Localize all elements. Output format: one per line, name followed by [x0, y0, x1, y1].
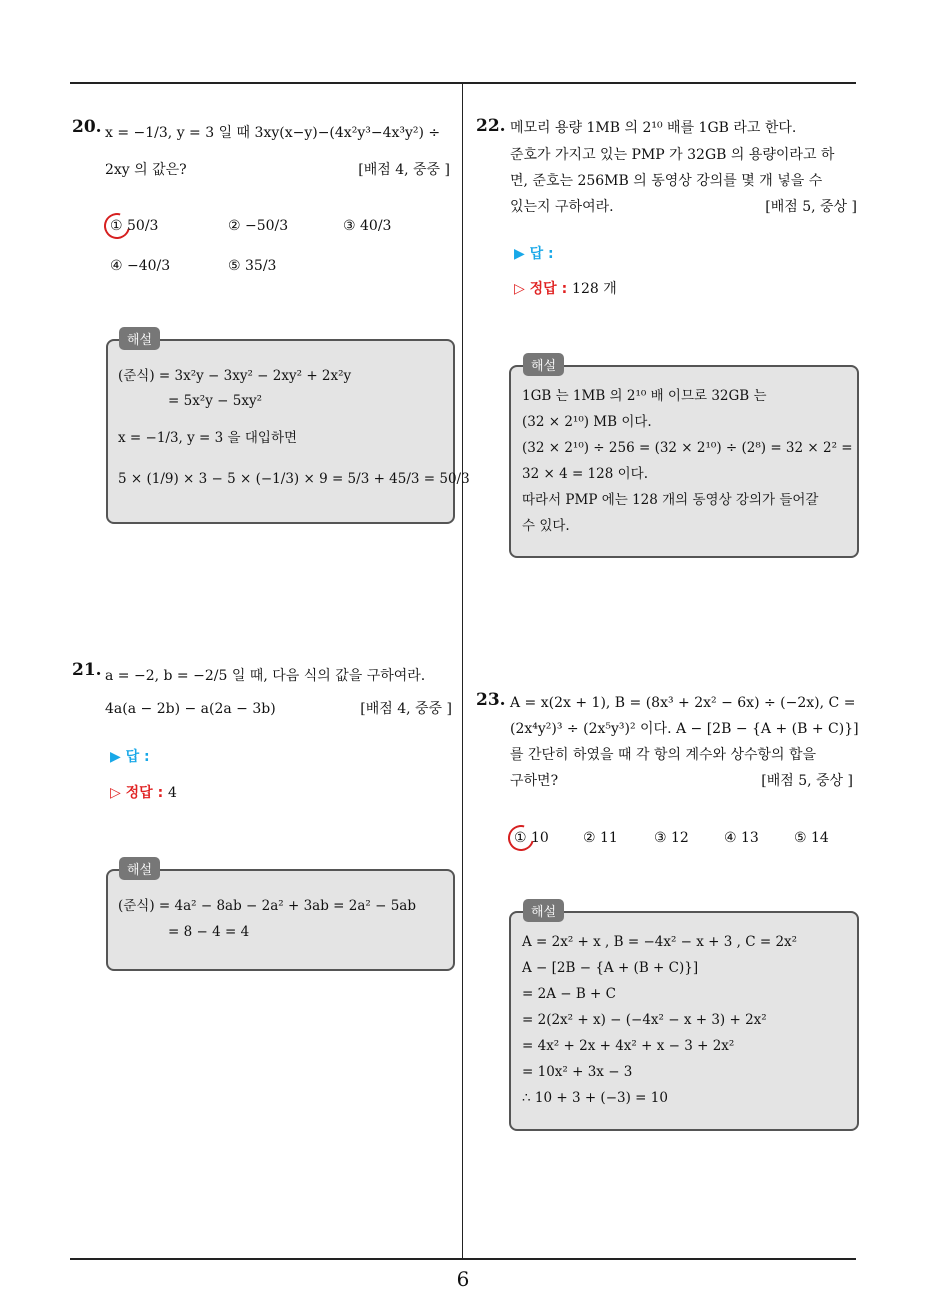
- q22-expl-line: 1GB 는 1MB 의 2¹⁰ 배 이므로 32GB 는: [522, 388, 767, 404]
- q23-expl-line: ∴ 10 + 3 + (−3) = 10: [522, 1090, 668, 1106]
- q20-expl-line: 5 × (1/9) × 3 − 5 × (−1/3) × 9 = 5/3 + 45/3 = 50/3: [118, 471, 470, 487]
- page-number: 6: [456, 1267, 470, 1291]
- q23-choice-2[interactable]: ② 11: [583, 830, 618, 846]
- q23-choice-4[interactable]: ④ 13: [724, 830, 759, 846]
- q22-expl-line: 따라서 PMP 에는 128 개의 동영상 강의가 들어갈: [522, 492, 819, 508]
- q23-choice-1[interactable]: ① 10: [514, 830, 549, 846]
- correct-label: ▷ 정답 :: [110, 785, 164, 801]
- q23-expl-line: A − [2B − {A + (B + C)}]: [522, 960, 699, 976]
- question-number-20: 20.: [72, 117, 102, 137]
- q21-answer-label: ▶ 답 :: [110, 749, 150, 765]
- q22-expl-line: (32 × 2¹⁰) ÷ 256 = (32 × 2¹⁰) ÷ (2⁸) = 32 × 2² =: [522, 440, 853, 456]
- q22-correct-answer: [514, 278, 617, 298]
- q21-line2: 4a(a − 2b) − a(2a − 3b): [105, 701, 276, 717]
- q20-explanation-tag: 해설: [119, 327, 160, 350]
- q23-choice-5[interactable]: ⑤ 14: [794, 830, 829, 846]
- q21-explanation-box: [106, 869, 455, 971]
- q23-line: 를 간단히 하였을 때 각 항의 계수와 상수항의 합을: [510, 747, 817, 763]
- q20-choice-1[interactable]: ① 50/3: [110, 218, 159, 234]
- q22-expl-line: 수 있다.: [522, 518, 570, 534]
- q20-line1: x = −1/3, y = 3 일 때 3xy(x−y)−(4x²y³−4x³y²) ÷: [105, 125, 441, 141]
- correct-label: ▷ 정답 :: [514, 281, 568, 297]
- q22-expl-line: (32 × 2¹⁰) MB 이다.: [522, 414, 652, 430]
- question-number-21: 21.: [72, 660, 102, 680]
- q23-choice-3[interactable]: ③ 12: [654, 830, 689, 846]
- q22-line: 준호가 가지고 있는 PMP 가 32GB 의 용량이라고 하: [510, 147, 835, 163]
- q20-choice-4[interactable]: ④ −40/3: [110, 258, 171, 274]
- q22-line: 메모리 용량 1MB 의 2¹⁰ 배를 1GB 라고 한다.: [510, 120, 797, 136]
- q21-meta: [배점 4, 중중 ]: [360, 701, 452, 717]
- q23-expl-line: A = 2x² + x , B = −4x² − x + 3 , C = 2x²: [522, 934, 798, 950]
- q20-expl-line: x = −1/3, y = 3 을 대입하면: [118, 430, 298, 446]
- q23-line: (2x⁴y²)³ ÷ (2x⁵y³)² 이다. A − [2B − {A + (B + C)}]: [510, 721, 859, 737]
- q22-line: 면, 준호는 256MB 의 동영상 강의를 몇 개 넣을 수: [510, 173, 823, 189]
- q20-choice-3[interactable]: ③ 40/3: [343, 218, 392, 234]
- q22-answer-label: ▶ 답 :: [514, 246, 554, 262]
- q20-meta: [배점 4, 중중 ]: [358, 162, 450, 178]
- q23-line: 구하면?: [510, 773, 559, 789]
- q23-expl-line: = 2A − B + C: [522, 986, 616, 1002]
- q20-expl-line: (준식) = 3x²y − 3xy² − 2xy² + 2x²y: [118, 368, 352, 384]
- bottom-rule: [70, 1258, 856, 1260]
- q21-explanation-tag: 해설: [119, 857, 160, 880]
- q23-expl-line: = 2(2x² + x) − (−4x² − x + 3) + 2x²: [522, 1012, 767, 1028]
- q23-meta: [배점 5, 중상 ]: [761, 773, 853, 789]
- q23-line: A = x(2x + 1), B = (8x³ + 2x² − 6x) ÷ (−2x), C =: [510, 695, 856, 711]
- q22-expl-line: 32 × 4 = 128 이다.: [522, 466, 648, 482]
- q20-choice-2[interactable]: ② −50/3: [228, 218, 289, 234]
- q21-correct-answer: [110, 782, 177, 802]
- q20-line2: 2xy 의 값은?: [105, 162, 187, 178]
- q23-expl-line: = 4x² + 2x + 4x² + x − 3 + 2x²: [522, 1038, 735, 1054]
- q23-explanation-tag: 해설: [523, 899, 564, 922]
- question-number-22: 22.: [476, 116, 506, 136]
- q23-expl-line: = 10x² + 3x − 3: [522, 1064, 633, 1080]
- q20-choice-5[interactable]: ⑤ 35/3: [228, 258, 277, 274]
- correct-value: 4: [168, 785, 177, 801]
- q21-expl-line: = 8 − 4 = 4: [168, 924, 250, 940]
- q20-expl-line: = 5x²y − 5xy²: [168, 393, 262, 409]
- question-number-23: 23.: [476, 690, 506, 710]
- q21-expl-line: (준식) = 4a² − 8ab − 2a² + 3ab = 2a² − 5ab: [118, 898, 416, 914]
- q21-line1: a = −2, b = −2/5 일 때, 다음 식의 값을 구하여라.: [105, 668, 426, 684]
- q22-explanation-tag: 해설: [523, 353, 564, 376]
- q22-line: 있는지 구하여라.: [510, 199, 614, 215]
- q22-meta: [배점 5, 중상 ]: [765, 199, 857, 215]
- column-divider: [462, 84, 463, 1260]
- top-rule: [70, 82, 856, 84]
- correct-value: 128 개: [572, 281, 617, 297]
